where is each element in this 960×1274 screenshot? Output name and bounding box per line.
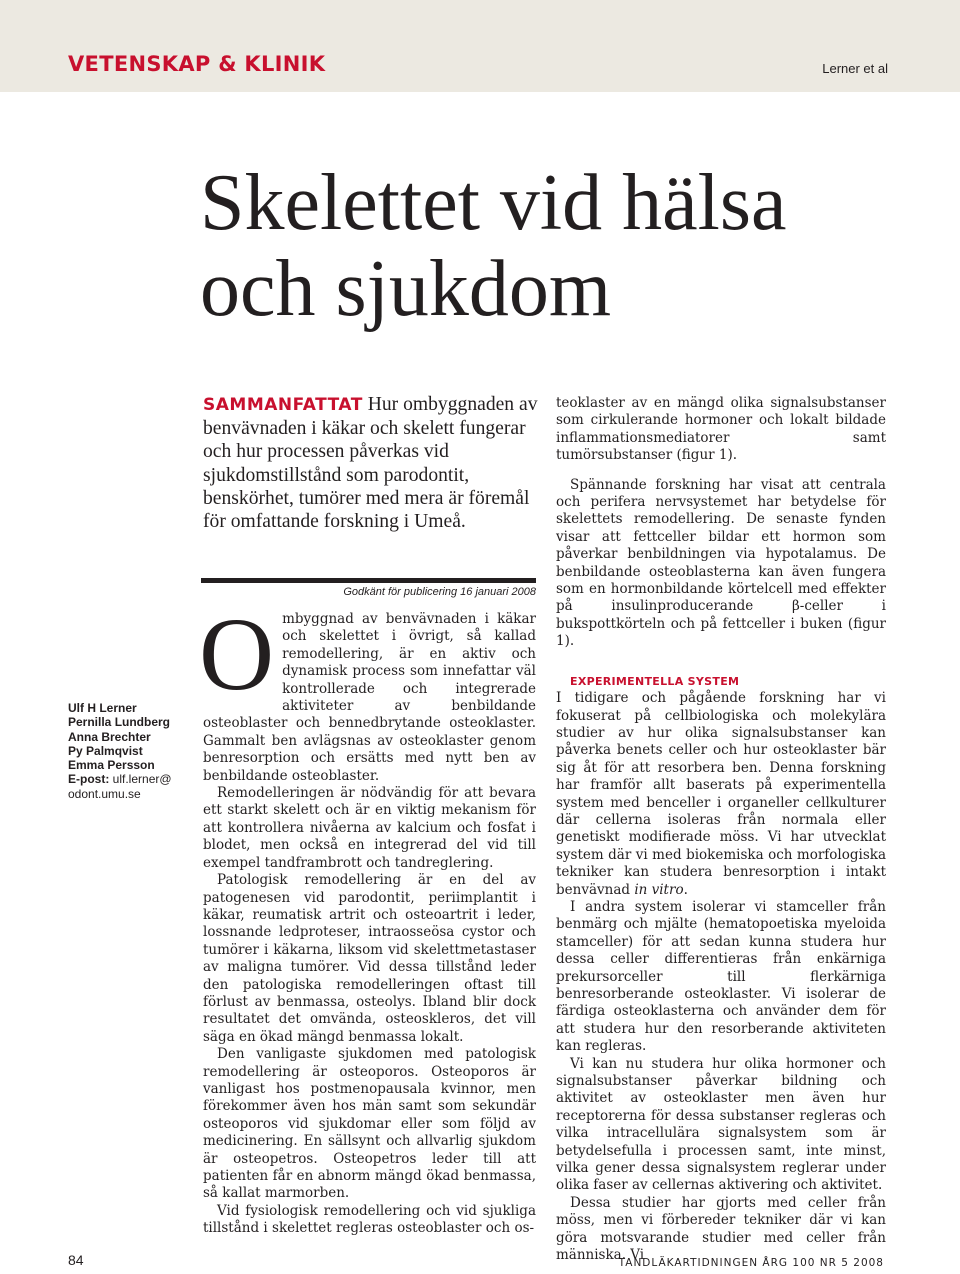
abstract-text: Hur ombyggnaden av benvävnaden i käkar och skelett fungerar och hur processen påverkas vid sjukdomstillstånd som parodontit, benskörhet, tumörer med mera är föremål för omfattande forskning i Umeå. bbox=[203, 394, 538, 533]
author-name: Emma Persson bbox=[68, 758, 155, 773]
body-text: mbyggnad av benvävnaden i käkar och skelettet i övrigt, så kallad remodellering, är en aktiv och dynamisk process som innefattar väl kontrollerade och integrerade aktiviteter av benbildande osteoblaster och bennedbrytande osteoklaster. Gammalt ben avlägsnas av osteoklaster genom benresorption och ersätts med nytt ben av benbildande osteoblaster. bbox=[203, 611, 536, 784]
author-name: Pernilla Lundberg bbox=[68, 715, 171, 730]
body-paragraph bbox=[556, 690, 886, 899]
body-column-right bbox=[556, 395, 886, 1265]
body-paragraph bbox=[199, 597, 536, 785]
paragraph-gap bbox=[556, 465, 886, 477]
title-line-1: Skelettet vid hälsa bbox=[200, 159, 787, 247]
running-author: Lerner et al bbox=[822, 61, 888, 76]
approval-rule bbox=[201, 578, 536, 583]
body-paragraph: Vi kan nu studera hur olika hormoner och signalsubstanser påverkar bildning och aktivitet av osteoklaster men även hur receptorerna för dessa substanser regleras och vilka intracellulära signalsystem som är betydelsefulla i processen samt, inte minst, vilka gener dessa signalsystem reglerar under olika faser av cellernas aktivering och aktivitet. bbox=[556, 1055, 886, 1194]
body-paragraph: Dessa studier har gjorts med celler från möss, men vi förbereder tekniker där vi kan göra motsvarande studier med celler från människa. Vi bbox=[556, 1194, 886, 1264]
drop-cap: O bbox=[199, 597, 275, 712]
abstract-lead: SAMMANFATTAT bbox=[203, 395, 363, 415]
body-paragraph: Den vanligaste sjukdomen med patologisk remodellering är osteoporos. Osteoporos är vanligast hos postmenopausala kvinnor, men förekommer även hos män samt som sekundär osteoporos vid sjukdomar eller som följd av medicinering. En sällsynt och allvarlig sjukdom är osteopetros. Osteopetros leder till att patienten får en abnorm mängd ökad benmassa, så kallat marmorben. bbox=[203, 1046, 536, 1202]
section-gap bbox=[556, 651, 886, 673]
section-label: VETENSKAP & KLINIK bbox=[68, 52, 326, 76]
body-paragraph: Spännande forskning har visat att centrala och perifera nervsystemet har betydelse för skelettets remodellering. De senaste fynden visar att fettceller bildar ett hormon som påverkar benbildningen via hypotalamus. De benbildande osteoblasterna kan även fungera som en hormonbildande körtelcell med effekter på insulinproducerande β-celler i bukspottkörteln och på fettceller i buken (figur 1). bbox=[556, 476, 886, 650]
body-paragraph: Patologisk remodellering är en del av patogenesen vid parodontit, periimplantit i käkar, reumatisk artrit och osteoartrit i leder, lossnande ledproteser, intraosseösa cystor och tumörer i käkarna, liksom vid skelettmetastaser av maligna tumörer. Vid dessa tillstånd leder den patologiska remodelleringen oftast till förlust av benmassa, osteolys. Ibland blir dock resultatet det omvända, osteoskleros, det vill säga en ökad mängd benmassa lokalt. bbox=[203, 872, 536, 1045]
body-column-middle bbox=[199, 597, 536, 1238]
article-title bbox=[200, 160, 920, 332]
body-paragraph: I andra system isolerar vi stamceller från benmärg och mjälte (hematopoetiska myeloida stamceller) för att sedan kunna studera hur dessa celler differentieras från enkärniga prekursorceller till flerkärniga benresorberande osteoklaster. Vi isolerar de färdiga osteoklasterna och använder dem för att studera hur den resorberande aktiviteten kan regleras. bbox=[556, 898, 886, 1055]
email-address-part1[interactable]: ulf.lerner@ bbox=[112, 772, 172, 787]
author-email-line bbox=[68, 772, 188, 786]
journal-footer: TANDLÄKARTIDNINGEN ÅRG 100 NR 5 2008 bbox=[618, 1257, 884, 1269]
author-name: Py Palmqvist bbox=[68, 743, 143, 758]
italic-term: in vitro bbox=[634, 881, 684, 898]
body-paragraph: teoklaster av en mängd olika signalsubstanser som cirkulerande hormoner och lokalt bildade inflammationsmediatorer samt tumörsubstanser (figur 1). bbox=[556, 395, 886, 464]
body-text: . bbox=[683, 881, 688, 898]
body-paragraph: Vid fysiologisk remodellering och vid sjukliga tillstånd i skelettet regleras osteoblaster och os- bbox=[203, 1202, 536, 1237]
author-list bbox=[68, 701, 188, 801]
approval-date: Godkänt för publicering 16 januari 2008 bbox=[343, 586, 536, 598]
author-name: Anna Brechter bbox=[68, 729, 151, 744]
body-text: I tidigare och pågående forskning har vi fokuserat på cellbiologiska och molekylära studier av hur olika signalsubstanser kan påverka benets celler och hur osteoklaster bär sig åt för att resorbera ben. Denna forskning har framför allt baserats på experimentella system med benceller i organeller cellkulturer där cellerna isoleras från normala eller genetiskt modifierade möss. Vi har utvecklat system där vi med biokemiska och morfologiska tekniker kan studera benresorption i intakt benvävnad bbox=[556, 690, 886, 898]
page-header bbox=[0, 0, 960, 92]
email-label: E-post: bbox=[68, 772, 110, 787]
author-name: Ulf H Lerner bbox=[68, 701, 137, 715]
subheading: EXPERIMENTELLA SYSTEM bbox=[570, 674, 740, 688]
page-number: 84 bbox=[68, 1252, 84, 1268]
title-line-2: och sjukdom bbox=[200, 245, 612, 333]
email-address-part2[interactable]: odont.umu.se bbox=[68, 786, 141, 801]
body-paragraph: Remodelleringen är nödvändig för att bevara ett starkt skelett och är en viktig mekanism för att kontrollera nivåerna av kalcium och fosfat i blodet, men också en integrerad del vid till exempel tandframbrott och tandreglering. bbox=[203, 785, 536, 871]
abstract bbox=[203, 393, 538, 533]
